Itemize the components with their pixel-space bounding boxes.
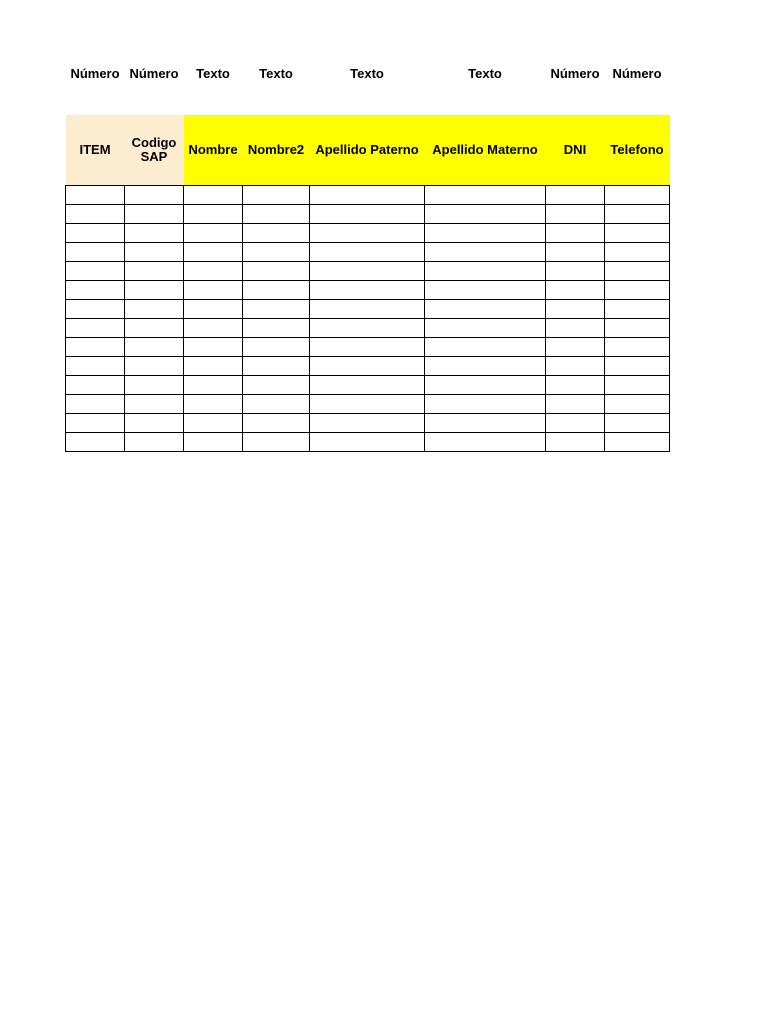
table-cell[interactable] [310, 357, 425, 376]
table-row [66, 338, 670, 357]
table-cell[interactable] [66, 224, 125, 243]
table-cell[interactable] [66, 186, 125, 205]
table-cell[interactable] [546, 357, 605, 376]
table-cell[interactable] [310, 300, 425, 319]
table-cell[interactable] [546, 414, 605, 433]
table-cell[interactable] [425, 395, 546, 414]
table-cell[interactable] [66, 205, 125, 224]
type-label: Texto [259, 66, 293, 81]
table-cell[interactable] [310, 376, 425, 395]
table-cell[interactable] [243, 205, 310, 224]
table-row [66, 300, 670, 319]
table-cell[interactable] [425, 262, 546, 281]
table-cell[interactable] [184, 281, 243, 300]
table-cell[interactable] [546, 281, 605, 300]
table-row [66, 319, 670, 338]
table-cell[interactable] [243, 319, 310, 338]
type-label: Texto [196, 66, 230, 81]
table-cell[interactable] [243, 243, 310, 262]
table-cell[interactable] [125, 300, 184, 319]
table-cell[interactable] [605, 319, 670, 338]
table-cell[interactable] [184, 205, 243, 224]
table-cell[interactable] [184, 319, 243, 338]
spreadsheet [65, 60, 670, 452]
table-cell[interactable] [546, 224, 605, 243]
table-row [66, 186, 670, 205]
table-cell[interactable] [605, 395, 670, 414]
table-cell[interactable] [243, 376, 310, 395]
table-cell[interactable] [310, 395, 425, 414]
table-body [66, 186, 670, 452]
table-cell[interactable] [605, 224, 670, 243]
table-cell[interactable] [310, 243, 425, 262]
type-label: Texto [350, 66, 384, 81]
table-cell[interactable] [66, 395, 125, 414]
column-header-telefono[interactable]: Telefono [605, 115, 670, 186]
table-cell[interactable] [243, 224, 310, 243]
table-cell[interactable] [605, 281, 670, 300]
table-cell[interactable] [425, 243, 546, 262]
table-cell[interactable] [184, 414, 243, 433]
table-row [66, 414, 670, 433]
table-cell[interactable] [125, 376, 184, 395]
table-row [66, 376, 670, 395]
table-cell[interactable] [66, 300, 125, 319]
table-row [66, 262, 670, 281]
table-cell[interactable] [310, 414, 425, 433]
table-cell[interactable] [125, 357, 184, 376]
table-cell[interactable] [66, 376, 125, 395]
table-cell[interactable] [66, 281, 125, 300]
table-cell[interactable] [425, 300, 546, 319]
table-cell[interactable] [546, 205, 605, 224]
table-cell[interactable] [243, 357, 310, 376]
type-label: Número [612, 66, 662, 81]
table-cell[interactable] [605, 262, 670, 281]
table-cell[interactable] [310, 205, 425, 224]
table-cell[interactable] [546, 376, 605, 395]
table-cell[interactable] [546, 186, 605, 205]
column-header-nombre[interactable]: Nombre [184, 115, 243, 186]
table-cell[interactable] [184, 262, 243, 281]
table-cell[interactable] [546, 433, 605, 452]
table-cell[interactable] [125, 414, 184, 433]
table-cell[interactable] [605, 205, 670, 224]
table-cell[interactable] [125, 281, 184, 300]
table-row [66, 205, 670, 224]
table-cell[interactable] [184, 395, 243, 414]
table-cell[interactable] [310, 281, 425, 300]
table-cell[interactable] [125, 319, 184, 338]
table-cell[interactable] [546, 338, 605, 357]
table-cell[interactable] [310, 224, 425, 243]
table-cell[interactable] [125, 205, 184, 224]
table-cell[interactable] [243, 338, 310, 357]
table-row [66, 395, 670, 414]
header-row [66, 115, 670, 186]
table-cell[interactable] [184, 186, 243, 205]
table-cell[interactable] [125, 186, 184, 205]
table-cell[interactable] [66, 414, 125, 433]
table-cell[interactable] [605, 414, 670, 433]
table-cell[interactable] [546, 262, 605, 281]
spacer-cell [66, 88, 670, 115]
table-cell[interactable] [425, 376, 546, 395]
table-row [66, 243, 670, 262]
table-cell[interactable] [66, 262, 125, 281]
table-row [66, 281, 670, 300]
spacer-row [66, 88, 670, 115]
table-cell[interactable] [66, 243, 125, 262]
column-header-nombre2[interactable]: Nombre2 [243, 115, 310, 186]
table-cell[interactable] [605, 243, 670, 262]
table-cell[interactable] [425, 338, 546, 357]
table-cell[interactable] [310, 319, 425, 338]
table-cell[interactable] [243, 433, 310, 452]
table-cell[interactable] [125, 395, 184, 414]
table-cell[interactable] [310, 186, 425, 205]
type-label: Número [70, 66, 120, 81]
table-cell[interactable] [310, 433, 425, 452]
table-cell[interactable] [66, 338, 125, 357]
table-cell[interactable] [243, 414, 310, 433]
column-header-apellido-materno[interactable]: Apellido Materno [425, 115, 546, 186]
table-cell[interactable] [184, 224, 243, 243]
data-table [65, 60, 670, 452]
table-cell[interactable] [125, 338, 184, 357]
table-cell[interactable] [125, 224, 184, 243]
column-header-apellido-paterno[interactable]: Apellido Paterno [310, 115, 425, 186]
table-cell[interactable] [125, 262, 184, 281]
table-cell[interactable] [66, 357, 125, 376]
type-label: Número [129, 66, 179, 81]
type-label: Número [550, 66, 600, 81]
table-cell[interactable] [425, 433, 546, 452]
table-cell[interactable] [66, 319, 125, 338]
table-cell[interactable] [605, 376, 670, 395]
table-cell[interactable] [425, 186, 546, 205]
table-cell[interactable] [546, 300, 605, 319]
table-cell[interactable] [243, 395, 310, 414]
table-cell[interactable] [243, 300, 310, 319]
table-cell[interactable] [425, 205, 546, 224]
type-label: Texto [468, 66, 502, 81]
table-row [66, 433, 670, 452]
column-header-item[interactable]: ITEM [66, 115, 125, 186]
table-cell[interactable] [243, 281, 310, 300]
table-cell[interactable] [184, 243, 243, 262]
table-cell[interactable] [125, 433, 184, 452]
table-cell[interactable] [425, 357, 546, 376]
table-cell[interactable] [546, 319, 605, 338]
table-cell[interactable] [66, 433, 125, 452]
table-row [66, 357, 670, 376]
table-cell[interactable] [310, 262, 425, 281]
table-cell[interactable] [546, 243, 605, 262]
table-cell[interactable] [605, 338, 670, 357]
table-cell[interactable] [184, 338, 243, 357]
table-cell[interactable] [243, 262, 310, 281]
table-cell[interactable] [605, 433, 670, 452]
table-cell[interactable] [184, 300, 243, 319]
table-cell[interactable] [184, 376, 243, 395]
table-cell[interactable] [184, 357, 243, 376]
table-row [66, 224, 670, 243]
table-cell[interactable] [546, 395, 605, 414]
table-cell[interactable] [243, 186, 310, 205]
table-cell[interactable] [425, 414, 546, 433]
table-cell[interactable] [425, 281, 546, 300]
table-cell[interactable] [125, 243, 184, 262]
table-cell[interactable] [184, 433, 243, 452]
table-cell[interactable] [425, 224, 546, 243]
table-cell[interactable] [605, 357, 670, 376]
column-header-codigo-sap[interactable]: Codigo SAP [125, 115, 184, 186]
table-cell[interactable] [605, 300, 670, 319]
column-header-dni[interactable]: DNI [546, 115, 605, 186]
table-cell[interactable] [310, 338, 425, 357]
table-cell[interactable] [425, 319, 546, 338]
type-row [66, 60, 670, 88]
table-cell[interactable] [605, 186, 670, 205]
